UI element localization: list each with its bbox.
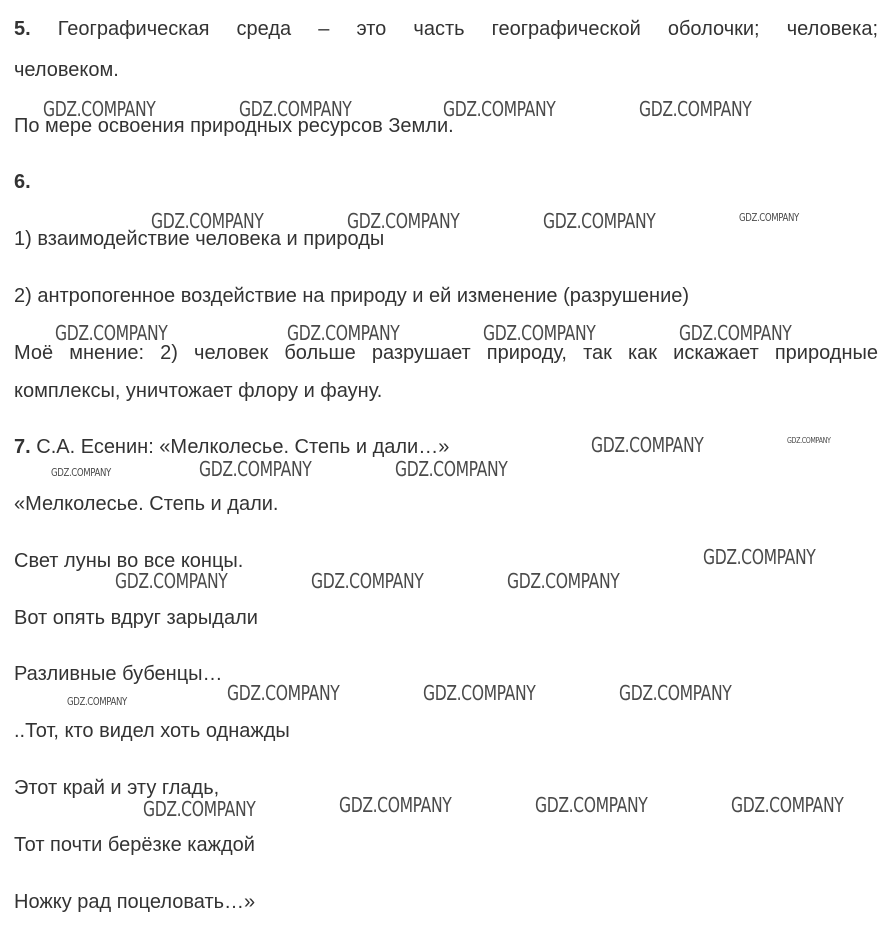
poem-line: Ножку рад поцеловать…» bbox=[14, 891, 256, 913]
watermark: GDZ.COMPANY bbox=[239, 97, 352, 121]
watermark: GDZ.COMPANY bbox=[347, 209, 460, 233]
watermark: GDZ.COMPANY bbox=[143, 797, 256, 821]
poem-line: Свет луны во все концы. bbox=[14, 550, 244, 572]
watermark: GDZ.COMPANY bbox=[43, 97, 156, 121]
poem-line: ..Тот, кто видел хоть однажды bbox=[14, 720, 290, 742]
watermark: GDZ.COMPANY bbox=[679, 321, 792, 345]
watermark: GDZ.COMPANY bbox=[739, 211, 799, 224]
watermark: GDZ.COMPANY bbox=[67, 695, 127, 708]
watermark: GDZ.COMPANY bbox=[199, 457, 312, 481]
poem-line: «Мелколесье. Степь и дали. bbox=[14, 493, 279, 515]
q6-item-1: 1) взаимодействие человека и природы bbox=[14, 228, 385, 250]
watermark: GDZ.COMPANY bbox=[55, 321, 168, 345]
watermark: GDZ.COMPANY bbox=[339, 793, 452, 817]
watermark: GDZ.COMPANY bbox=[311, 569, 424, 593]
watermark: GDZ.COMPANY bbox=[115, 569, 228, 593]
watermark: GDZ.COMPANY bbox=[423, 681, 536, 705]
watermark: GDZ.COMPANY bbox=[483, 321, 596, 345]
watermark: GDZ.COMPANY bbox=[507, 569, 620, 593]
q5-number: 5. bbox=[14, 18, 31, 40]
watermark: GDZ.COMPANY bbox=[395, 457, 508, 481]
watermark: GDZ.COMPANY bbox=[619, 681, 732, 705]
watermark: GDZ.COMPANY bbox=[443, 97, 556, 121]
q6-item-2: 2) антропогенное воздействие на природу и ей изменение (разрушение) bbox=[14, 285, 690, 307]
q7-number: 7. bbox=[14, 436, 31, 458]
watermark: GDZ.COMPANY bbox=[51, 466, 111, 479]
watermark: GDZ.COMPANY bbox=[151, 209, 264, 233]
q6-opinion-line-2: комплексы, уничтожает флору и фауну. bbox=[14, 380, 383, 402]
watermark: GDZ.COMPANY bbox=[535, 793, 648, 817]
watermark: GDZ.COMPANY bbox=[731, 793, 844, 817]
poem-line: Разливные бубенцы… bbox=[14, 663, 223, 685]
q5-text-line-1: Географическая среда – это часть географической оболочки; человека; bbox=[30, 18, 878, 40]
watermark: GDZ.COMPANY bbox=[543, 209, 656, 233]
q7-heading: С.А. Есенин: «Мелколесье. Степь и дали…» bbox=[30, 436, 450, 458]
poem-line: Тот почти берёзке каждой bbox=[14, 834, 255, 856]
watermark: GDZ.COMPANY bbox=[287, 321, 400, 345]
q5-text-line-2: человеком. bbox=[14, 59, 119, 81]
watermark: GDZ.COMPANY bbox=[703, 545, 816, 569]
poem-line: Вот опять вдруг зарыдали bbox=[14, 607, 258, 629]
watermark: GDZ.COMPANY bbox=[787, 436, 831, 445]
q5-answer: По мере освоения природных ресурсов Земли. bbox=[14, 115, 454, 137]
q6-number: 6. bbox=[14, 171, 31, 193]
watermark: GDZ.COMPANY bbox=[639, 97, 752, 121]
watermark: GDZ.COMPANY bbox=[591, 433, 704, 457]
q7-heading-line bbox=[14, 435, 449, 459]
poem-line: Этот край и эту гладь, bbox=[14, 777, 220, 799]
watermark: GDZ.COMPANY bbox=[227, 681, 340, 705]
q5-line-1 bbox=[14, 17, 878, 41]
q6-opinion-line-1: Моё мнение: 2) человек больше разрушает природу, так как искажает природные bbox=[14, 342, 878, 364]
